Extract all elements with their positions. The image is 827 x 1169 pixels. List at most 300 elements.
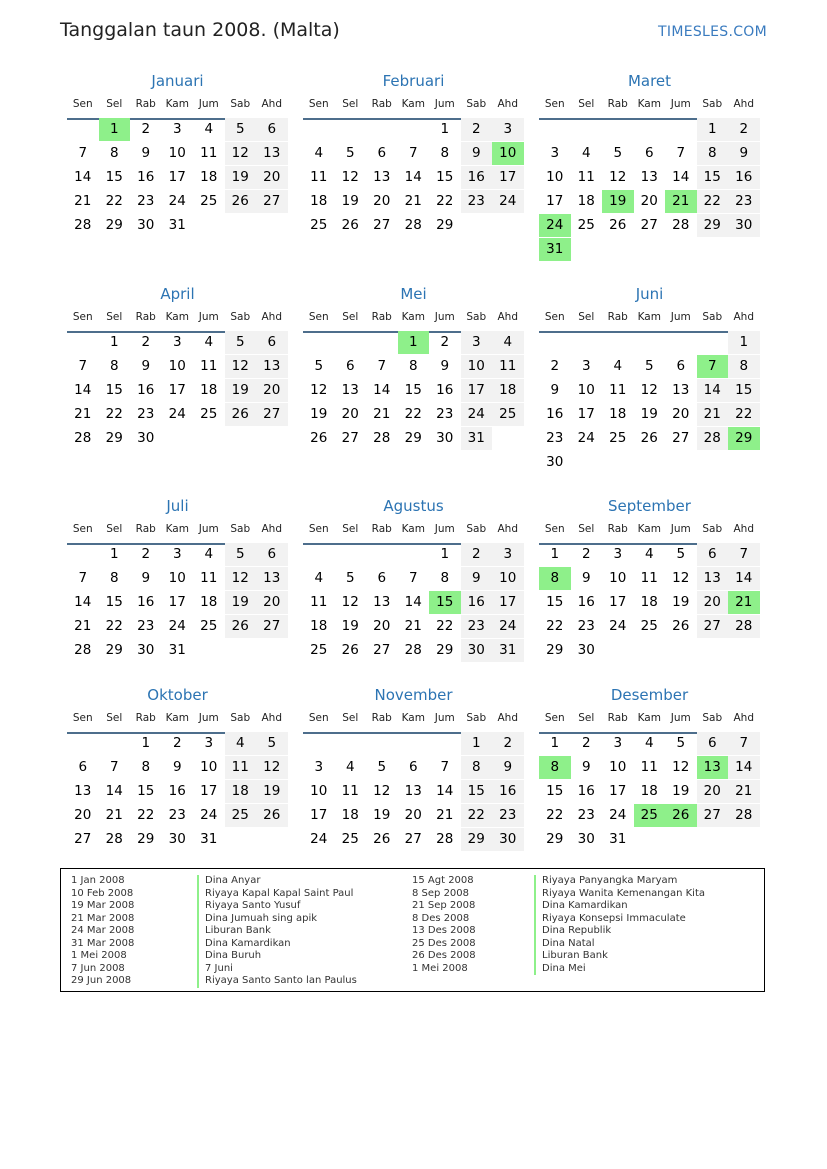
weekday-header: Ahd — [497, 311, 518, 323]
legend-holiday-name: Dina Kamardikan — [197, 938, 291, 951]
weekday-header: Rab — [607, 712, 628, 724]
day-cell: 25 — [492, 403, 524, 426]
day-cell: 6 — [408, 759, 418, 775]
day-cell: 22 — [137, 807, 155, 823]
day-cell: 14 — [728, 567, 760, 590]
day-cell: 27 — [373, 217, 391, 233]
day-cell: 19 — [225, 166, 257, 189]
weekday-header: Ahd — [497, 98, 518, 110]
day-cell: 8 — [109, 145, 119, 161]
day-cell: 11 — [341, 783, 359, 799]
day-cell: 8 — [461, 756, 493, 779]
day-cell: 2 — [141, 546, 151, 562]
day-cell: 28 — [373, 430, 391, 446]
holiday-day-cell: 29 — [728, 427, 760, 450]
day-cell: 21 — [105, 807, 123, 823]
holiday-day-cell: 13 — [697, 756, 729, 779]
day-cell: 2 — [550, 358, 560, 374]
day-cell: 23 — [492, 804, 524, 827]
day-cell: 1 — [440, 121, 450, 137]
day-cell: 6 — [676, 358, 686, 374]
day-cell: 11 — [640, 759, 658, 775]
day-cell: 6 — [256, 543, 288, 566]
day-cell: 12 — [373, 783, 391, 799]
day-cell: 1 — [141, 735, 151, 751]
day-cell: 11 — [310, 169, 328, 185]
day-cell: 29 — [546, 831, 564, 847]
weekday-header: Ahd — [261, 712, 282, 724]
day-cell: 8 — [408, 358, 418, 374]
weekday-header: Sab — [466, 712, 487, 724]
day-cell: 12 — [609, 169, 627, 185]
day-cell: 14 — [697, 379, 729, 402]
weekday-header: Jum — [198, 523, 219, 535]
day-cell: 3 — [314, 759, 324, 775]
day-cell: 26 — [225, 615, 257, 638]
day-cell: 26 — [609, 217, 627, 233]
weekday-header: Rab — [135, 311, 156, 323]
day-cell: 27 — [74, 831, 92, 847]
day-cell: 27 — [697, 804, 729, 827]
day-cell: 21 — [404, 193, 422, 209]
day-cell: 21 — [373, 406, 391, 422]
day-cell: 6 — [697, 543, 729, 566]
page-title: Tanggalan taun 2008. (Malta) — [60, 19, 340, 41]
day-cell: 19 — [225, 591, 257, 614]
day-cell: 6 — [256, 331, 288, 354]
day-cell: 26 — [225, 190, 257, 213]
day-cell: 16 — [461, 591, 493, 614]
legend-date: 25 Des 2008 — [412, 937, 476, 949]
day-cell: 28 — [728, 804, 760, 827]
day-cell: 14 — [672, 169, 690, 185]
legend-holiday-name: Dina Anyar — [197, 875, 260, 888]
holiday-day-cell: 26 — [665, 804, 697, 827]
month-name: Juni — [635, 285, 664, 303]
month-name: Oktober — [147, 686, 208, 704]
weekday-header: Sen — [544, 712, 565, 724]
weekday-header: Ahd — [261, 98, 282, 110]
weekday-header: Kam — [637, 98, 661, 110]
day-cell: 10 — [546, 169, 564, 185]
weekday-header: Sel — [342, 712, 359, 724]
day-cell: 19 — [256, 780, 288, 803]
day-cell: 4 — [225, 732, 257, 755]
day-cell: 25 — [310, 217, 328, 233]
day-cell: 16 — [492, 780, 524, 803]
day-cell: 24 — [168, 406, 186, 422]
day-cell: 7 — [408, 145, 418, 161]
holiday-day-cell: 24 — [539, 214, 571, 237]
day-cell: 1 — [728, 331, 760, 354]
day-cell: 1 — [550, 735, 560, 751]
day-cell: 29 — [105, 217, 123, 233]
day-cell: 17 — [168, 594, 186, 610]
day-cell: 6 — [377, 145, 387, 161]
day-cell: 1 — [109, 334, 119, 350]
day-cell: 18 — [640, 594, 658, 610]
day-cell: 15 — [697, 166, 729, 189]
day-cell: 12 — [225, 142, 257, 165]
day-cell: 7 — [377, 358, 387, 374]
day-cell: 4 — [204, 334, 214, 350]
day-cell: 3 — [172, 546, 182, 562]
weekday-header: Sen — [308, 311, 329, 323]
weekday-header: Ahd — [733, 311, 754, 323]
day-cell: 16 — [577, 594, 595, 610]
day-cell: 21 — [728, 780, 760, 803]
day-cell: 9 — [581, 570, 591, 586]
day-cell: 2 — [461, 543, 493, 566]
day-cell: 25 — [310, 642, 328, 658]
day-cell: 2 — [440, 334, 450, 350]
holiday-day-cell: 21 — [728, 591, 760, 614]
day-cell: 28 — [404, 217, 422, 233]
day-cell: 29 — [436, 217, 454, 233]
day-cell: 27 — [256, 190, 288, 213]
day-cell: 1 — [697, 118, 729, 141]
holiday-day-cell: 19 — [602, 190, 634, 213]
day-cell: 26 — [225, 403, 257, 426]
weekday-header: Kam — [165, 712, 189, 724]
day-cell: 1 — [461, 732, 493, 755]
day-cell: 2 — [581, 735, 591, 751]
day-cell: 6 — [644, 145, 654, 161]
day-cell: 2 — [141, 121, 151, 137]
day-cell: 18 — [310, 618, 328, 634]
weekday-header: Sab — [230, 712, 251, 724]
day-cell: 30 — [461, 639, 493, 662]
day-cell: 9 — [728, 142, 760, 165]
day-cell: 20 — [373, 193, 391, 209]
day-cell: 30 — [492, 828, 524, 851]
day-cell: 18 — [310, 193, 328, 209]
day-cell: 12 — [672, 570, 690, 586]
day-cell: 11 — [310, 594, 328, 610]
weekday-header: Jum — [670, 98, 691, 110]
day-cell: 26 — [341, 642, 359, 658]
day-cell: 22 — [546, 807, 564, 823]
day-cell: 26 — [640, 430, 658, 446]
day-cell: 8 — [697, 142, 729, 165]
weekday-header: Sab — [230, 523, 251, 535]
day-cell: 5 — [225, 331, 257, 354]
day-cell: 8 — [728, 355, 760, 378]
month-name: Januari — [151, 72, 204, 90]
day-cell: 31 — [492, 639, 524, 662]
day-cell: 23 — [546, 430, 564, 446]
day-cell: 15 — [105, 169, 123, 185]
weekday-header: Jum — [198, 98, 219, 110]
day-cell: 25 — [225, 804, 257, 827]
day-cell: 27 — [404, 831, 422, 847]
day-cell: 2 — [141, 334, 151, 350]
day-cell: 21 — [74, 193, 92, 209]
weekday-header: Sel — [342, 98, 359, 110]
day-cell: 12 — [256, 756, 288, 779]
day-cell: 7 — [728, 543, 760, 566]
day-cell: 13 — [697, 567, 729, 590]
day-cell: 20 — [256, 379, 288, 402]
holiday-day-cell: 21 — [665, 190, 697, 213]
day-cell: 3 — [492, 118, 524, 141]
day-cell: 1 — [440, 546, 450, 562]
day-cell: 17 — [168, 382, 186, 398]
day-cell: 22 — [436, 193, 454, 209]
weekday-header: Sab — [230, 98, 251, 110]
day-cell: 14 — [404, 594, 422, 610]
weekday-header: Ahd — [733, 712, 754, 724]
day-cell: 21 — [74, 618, 92, 634]
legend-holiday-name: Dina Buruh — [197, 950, 261, 963]
day-cell: 18 — [640, 783, 658, 799]
weekday-header: Sab — [466, 311, 487, 323]
weekday-header: Sel — [342, 311, 359, 323]
day-cell: 28 — [74, 642, 92, 658]
weekday-header: Ahd — [261, 523, 282, 535]
day-cell: 15 — [546, 783, 564, 799]
day-cell: 15 — [404, 382, 422, 398]
day-cell: 19 — [310, 406, 328, 422]
day-cell: 16 — [461, 166, 493, 189]
day-cell: 5 — [225, 118, 257, 141]
holiday-day-cell: 25 — [634, 804, 666, 827]
weekday-header: Jum — [670, 712, 691, 724]
weekday-header: Sen — [308, 523, 329, 535]
day-cell: 15 — [137, 783, 155, 799]
weekday-header: Kam — [401, 98, 425, 110]
day-cell: 4 — [492, 331, 524, 354]
day-cell: 25 — [200, 618, 218, 634]
day-cell: 22 — [697, 190, 729, 213]
weekday-header: Sab — [702, 712, 723, 724]
day-cell: 11 — [609, 382, 627, 398]
day-cell: 26 — [672, 618, 690, 634]
day-cell: 17 — [168, 169, 186, 185]
day-cell: 23 — [168, 807, 186, 823]
weekday-header: Sel — [578, 712, 595, 724]
day-cell: 17 — [492, 591, 524, 614]
legend-date: 13 Des 2008 — [412, 925, 476, 936]
day-cell: 31 — [461, 427, 493, 450]
day-cell: 16 — [577, 783, 595, 799]
day-cell: 14 — [74, 169, 92, 185]
day-cell: 17 — [492, 166, 524, 189]
day-cell: 3 — [613, 735, 623, 751]
day-cell: 25 — [200, 193, 218, 209]
day-cell: 28 — [74, 430, 92, 446]
day-cell: 29 — [461, 828, 493, 851]
day-cell: 5 — [377, 759, 387, 775]
day-cell: 7 — [109, 759, 119, 775]
day-cell: 13 — [256, 567, 288, 590]
day-cell: 4 — [204, 121, 214, 137]
weekday-header: Rab — [607, 98, 628, 110]
day-cell: 9 — [550, 382, 560, 398]
day-cell: 11 — [200, 570, 218, 586]
day-cell: 23 — [137, 618, 155, 634]
day-cell: 27 — [697, 615, 729, 638]
day-cell: 28 — [404, 642, 422, 658]
weekday-header: Kam — [637, 523, 661, 535]
day-cell: 16 — [728, 166, 760, 189]
day-cell: 26 — [310, 430, 328, 446]
weekday-header: Sel — [106, 98, 123, 110]
weekday-header: Ahd — [733, 98, 754, 110]
weekday-header: Rab — [135, 523, 156, 535]
day-cell: 25 — [609, 430, 627, 446]
day-cell: 31 — [609, 831, 627, 847]
day-cell: 31 — [168, 642, 186, 658]
day-cell: 10 — [168, 145, 186, 161]
holiday-day-cell: 1 — [398, 331, 430, 354]
day-cell: 11 — [492, 355, 524, 378]
day-cell: 21 — [404, 618, 422, 634]
day-cell: 29 — [546, 642, 564, 658]
day-cell: 29 — [105, 430, 123, 446]
day-cell: 9 — [141, 570, 151, 586]
day-cell: 10 — [492, 567, 524, 590]
month-name: April — [160, 285, 195, 303]
weekday-header: Sel — [342, 523, 359, 535]
day-cell: 15 — [546, 594, 564, 610]
day-cell: 21 — [436, 807, 454, 823]
day-cell: 30 — [546, 454, 564, 470]
day-cell: 19 — [640, 406, 658, 422]
weekday-header: Ahd — [497, 523, 518, 535]
day-cell: 7 — [440, 759, 450, 775]
holiday-day-cell: 8 — [539, 567, 571, 590]
legend-holiday-name: Riyaya Santo Yusuf — [197, 900, 300, 913]
weekday-header: Rab — [607, 311, 628, 323]
day-cell: 4 — [581, 145, 591, 161]
day-cell: 18 — [225, 780, 257, 803]
day-cell: 16 — [137, 169, 155, 185]
day-cell: 5 — [345, 570, 355, 586]
legend-date: 24 Mar 2008 — [71, 925, 135, 936]
day-cell: 2 — [728, 118, 760, 141]
weekday-header: Ahd — [733, 523, 754, 535]
day-cell: 1 — [109, 546, 119, 562]
day-cell: 24 — [492, 615, 524, 638]
weekday-header: Rab — [371, 523, 392, 535]
day-cell: 29 — [404, 430, 422, 446]
day-cell: 8 — [440, 570, 450, 586]
month-name: Desember — [610, 686, 689, 704]
day-cell: 14 — [74, 594, 92, 610]
day-cell: 9 — [461, 142, 493, 165]
day-cell: 5 — [314, 358, 324, 374]
day-cell: 14 — [373, 382, 391, 398]
legend-date: 8 Sep 2008 — [412, 887, 470, 899]
day-cell: 4 — [204, 546, 214, 562]
legend-date: 21 Mar 2008 — [71, 912, 135, 924]
day-cell: 25 — [200, 406, 218, 422]
day-cell: 18 — [341, 807, 359, 823]
brand-link[interactable]: TIMESLES.COM — [658, 24, 767, 40]
weekday-header: Kam — [637, 311, 661, 323]
month-name: Juli — [166, 497, 189, 515]
day-cell: 17 — [200, 783, 218, 799]
day-cell: 30 — [577, 831, 595, 847]
day-cell: 9 — [172, 759, 182, 775]
day-cell: 15 — [105, 382, 123, 398]
legend-holiday-name: Liburan Bank — [197, 925, 271, 938]
day-cell: 20 — [672, 406, 690, 422]
day-cell: 19 — [341, 193, 359, 209]
day-cell: 15 — [436, 169, 454, 185]
day-cell: 10 — [609, 570, 627, 586]
day-cell: 5 — [225, 543, 257, 566]
day-cell: 9 — [492, 756, 524, 779]
legend-date: 15 Agt 2008 — [412, 875, 474, 886]
day-cell: 8 — [141, 759, 151, 775]
weekday-header: Kam — [165, 98, 189, 110]
weekday-header: Sen — [72, 712, 93, 724]
day-cell: 23 — [461, 615, 493, 638]
day-cell: 31 — [168, 217, 186, 233]
weekday-header: Kam — [401, 311, 425, 323]
month-name: Maret — [627, 72, 672, 90]
day-cell: 11 — [577, 169, 595, 185]
day-cell: 20 — [256, 591, 288, 614]
day-cell: 24 — [200, 807, 218, 823]
header-rule — [539, 331, 760, 333]
day-cell: 27 — [256, 615, 288, 638]
day-cell: 5 — [256, 732, 288, 755]
day-cell: 2 — [172, 735, 182, 751]
day-cell: 4 — [345, 759, 355, 775]
day-cell: 5 — [345, 145, 355, 161]
day-cell: 22 — [436, 618, 454, 634]
day-cell: 17 — [461, 379, 493, 402]
weekday-header: Sen — [308, 712, 329, 724]
day-cell: 9 — [461, 567, 493, 590]
day-cell: 28 — [105, 831, 123, 847]
weekday-header: Sen — [72, 523, 93, 535]
weekday-header: Jum — [198, 311, 219, 323]
day-cell: 3 — [172, 121, 182, 137]
month-name: Februari — [382, 72, 445, 90]
weekday-header: Sab — [466, 98, 487, 110]
day-cell: 24 — [609, 807, 627, 823]
legend-holiday-name: Dina Kamardikan — [534, 900, 628, 913]
legend-holiday-name: 7 Juni — [197, 963, 233, 976]
day-cell: 3 — [204, 735, 214, 751]
day-cell: 26 — [373, 831, 391, 847]
day-cell: 28 — [74, 217, 92, 233]
weekday-header: Kam — [165, 311, 189, 323]
day-cell: 8 — [109, 358, 119, 374]
holiday-day-cell: 1 — [99, 118, 131, 141]
month-name: November — [374, 686, 453, 704]
day-cell: 20 — [697, 591, 729, 614]
legend-holiday-name: Riyaya Wanita Kemenangan Kita — [534, 888, 705, 901]
day-cell: 22 — [728, 403, 760, 426]
holiday-day-cell: 10 — [492, 142, 524, 165]
legend-holiday-name: Dina Natal — [534, 938, 595, 951]
day-cell: 4 — [644, 546, 654, 562]
day-cell: 30 — [728, 214, 760, 237]
weekday-header: Sab — [466, 523, 487, 535]
day-cell: 6 — [697, 732, 729, 755]
day-cell: 14 — [728, 756, 760, 779]
day-cell: 21 — [697, 403, 729, 426]
day-cell: 17 — [546, 193, 564, 209]
weekday-header: Sab — [702, 523, 723, 535]
day-cell: 28 — [728, 615, 760, 638]
day-cell: 11 — [200, 145, 218, 161]
